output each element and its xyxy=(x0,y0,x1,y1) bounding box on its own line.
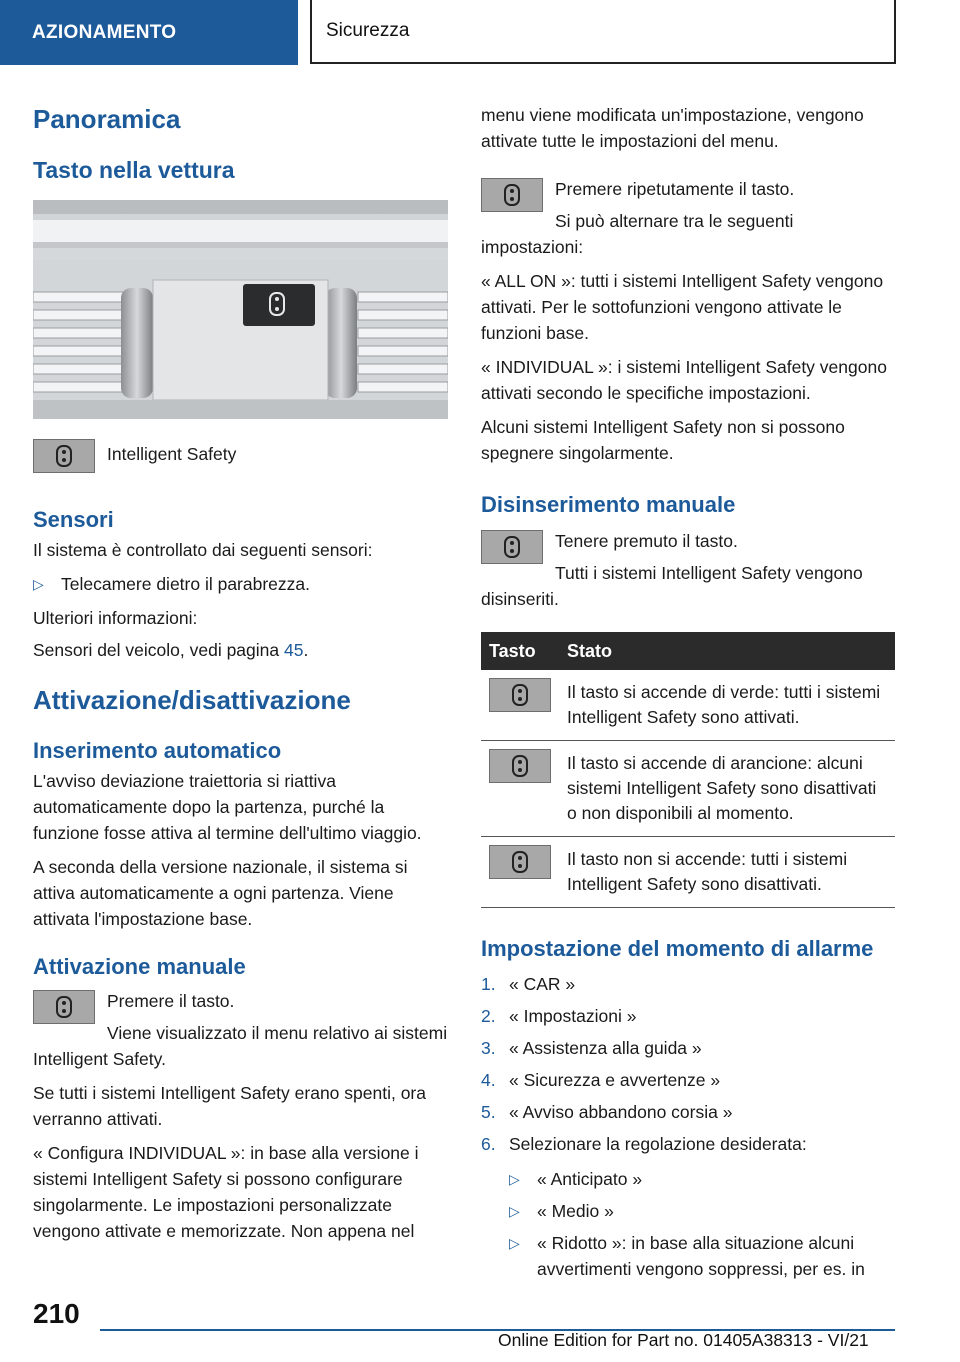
inserimento-paragraph-2: A seconda della versione nazionale, il sistema si attiva automaticamente a ogni partenza. Viene attivata l'impostazione base. xyxy=(33,857,408,929)
list-item xyxy=(509,1198,895,1224)
footer-edition: Online Edition for Part no. 01405A38313 - VI/21 xyxy=(498,1330,869,1350)
page-link-45[interactable]: 45 xyxy=(284,640,304,660)
dashboard-photo xyxy=(33,200,448,419)
heading-tasto: Tasto nella vettura xyxy=(33,157,235,183)
right-column xyxy=(481,102,895,1282)
list-item xyxy=(481,1064,895,1096)
list-item xyxy=(33,571,448,597)
dashboard-illustration xyxy=(33,200,448,419)
step-number: 2. xyxy=(481,1006,496,1026)
intelligent-safety-icon xyxy=(33,990,95,1024)
dis-paragraph-2: Tutti i sistemi Intelligent Safety vengono disinseriti. xyxy=(481,563,863,609)
step-number: 1. xyxy=(481,974,496,994)
repeat-paragraph-2: Si può alternare tra le seguenti impostazioni: xyxy=(481,211,794,257)
intelligent-safety-icon xyxy=(481,530,543,564)
intelligent-safety-icon xyxy=(489,845,551,879)
list-item xyxy=(481,1128,895,1160)
steps-list xyxy=(481,968,895,1282)
table-header-row xyxy=(481,632,895,670)
list-item xyxy=(481,1096,895,1128)
individual-paragraph: « INDIVIDUAL »: i sistemi Intelligent Safety vengono attivati secondo le specifiche impostazioni. xyxy=(481,357,887,403)
inserimento-paragraph-1: L'avviso deviazione traiettoria si riattiva automaticamente dopo la partenza, purché la funzione fosse attiva al termine dell'ultimo viaggio. xyxy=(33,771,422,843)
step-text: « Sicurezza e avvertenze » xyxy=(509,1070,721,1090)
sensori-ref-prefix: Sensori del veicolo, vedi pagina xyxy=(33,640,284,660)
step-text: Selezionare la regolazione desiderata: xyxy=(509,1134,807,1154)
table-row xyxy=(481,837,895,908)
sensori-intro: Il sistema è controllato dai seguenti sensori: xyxy=(33,540,373,560)
step-text: « Assistenza alla guida » xyxy=(509,1038,702,1058)
status-cell: Il tasto si accende di arancione: alcuni sistemi Intelligent Safety sono disattivati o non disponibili al momento. xyxy=(559,741,895,837)
alcuni-paragraph: Alcuni sistemi Intelligent Safety non si possono spegnere singolarmente. xyxy=(481,417,845,463)
intelligent-safety-icon xyxy=(481,178,543,212)
chapter-header xyxy=(310,0,896,64)
sub-step-text: « Anticipato » xyxy=(537,1169,643,1189)
section-tab xyxy=(0,0,298,65)
step-text: « CAR » xyxy=(509,974,576,994)
heading-disinserimento: Disinserimento manuale xyxy=(481,492,736,517)
ulteriori-label: Ulteriori informazioni: xyxy=(33,608,198,628)
heading-inserimento: Inserimento automatico xyxy=(33,738,282,763)
heading-panoramica: Panoramica xyxy=(33,104,181,134)
list-item xyxy=(481,1032,895,1064)
intelligent-safety-icon xyxy=(489,749,551,783)
intelligent-safety-icon xyxy=(489,678,551,712)
section-title: AZIONAMENTO xyxy=(32,21,177,43)
dis-paragraph-1: Tenere premuto il tasto. xyxy=(555,531,738,551)
triangle-bullet-icon: ▷ xyxy=(509,1171,520,1187)
allon-paragraph: « ALL ON »: tutti i sistemi Intelligent Safety vengono attivati. Per le sottofunzioni vengono attivate le funzioni base. xyxy=(481,271,884,343)
triangle-bullet-icon: ▷ xyxy=(509,1235,520,1251)
sensori-ref-suffix: . xyxy=(303,640,309,660)
list-item xyxy=(481,1000,895,1032)
status-cell: Il tasto si accende di verde: tutti i sistemi Intelligent Safety sono attivati. xyxy=(559,670,895,741)
column-header-stato: Stato xyxy=(559,632,895,670)
sub-step-text: « Ridotto »: in base alla situazione alcuni avvertimenti vengono soppressi, per es. in xyxy=(537,1233,865,1279)
step-text: « Avviso abbandono corsia » xyxy=(509,1102,733,1122)
step-number: 6. xyxy=(481,1134,496,1154)
list-item xyxy=(481,968,895,1000)
chapter-title: Sicurezza xyxy=(326,20,410,41)
heading-sensori: Sensori xyxy=(33,507,114,532)
heading-attivazione-manuale: Attivazione manuale xyxy=(33,954,246,979)
triangle-bullet-icon: ▷ xyxy=(33,576,44,592)
sub-step-text: « Medio » xyxy=(537,1201,614,1221)
list-item xyxy=(509,1166,895,1192)
column-header-tasto: Tasto xyxy=(481,632,559,670)
list-item xyxy=(509,1230,895,1282)
att-paragraph-2: Viene visualizzato il menu relativo ai sistemi Intelligent Safety. xyxy=(33,1023,448,1069)
repeat-paragraph-1: Premere ripetutamente il tasto. xyxy=(555,179,795,199)
page-number: 210 xyxy=(33,1298,80,1329)
step-text: « Impostazioni » xyxy=(509,1006,637,1026)
att-paragraph-1: Premere il tasto. xyxy=(107,991,235,1011)
sensori-reference xyxy=(33,637,448,663)
status-table xyxy=(481,632,895,908)
sensori-bullet-text: Telecamere dietro il parabrezza. xyxy=(61,574,311,594)
step-number: 3. xyxy=(481,1038,496,1058)
left-column xyxy=(33,96,448,1244)
heading-attivazione: Attivazione/disattivazione xyxy=(33,685,351,715)
triangle-bullet-icon: ▷ xyxy=(509,1203,520,1219)
step-number: 5. xyxy=(481,1102,496,1122)
caption-intelligent-safety: Intelligent Safety xyxy=(107,444,237,464)
intelligent-safety-icon xyxy=(33,439,95,473)
table-row xyxy=(481,670,895,741)
status-cell: Il tasto non si accende: tutti i sistemi Intelligent Safety sono disattivati. xyxy=(559,837,895,908)
step-number: 4. xyxy=(481,1070,496,1090)
att-paragraph-4: « Configura INDIVIDUAL »: in base alla versione i sistemi Intelligent Safety si possono configurare singolarmente. Le impostazioni personalizzate vengono attivate e memorizzate. Non appena nel xyxy=(33,1143,419,1241)
continuation-paragraph: menu viene modificata un'impostazione, vengono attivate tutte le impostazioni del menu. xyxy=(481,105,864,151)
table-row xyxy=(481,741,895,837)
att-paragraph-3: Se tutti i sistemi Intelligent Safety erano spenti, ora verranno attivati. xyxy=(33,1083,426,1129)
heading-impostazione: Impostazione del momento di allarme xyxy=(481,936,874,961)
